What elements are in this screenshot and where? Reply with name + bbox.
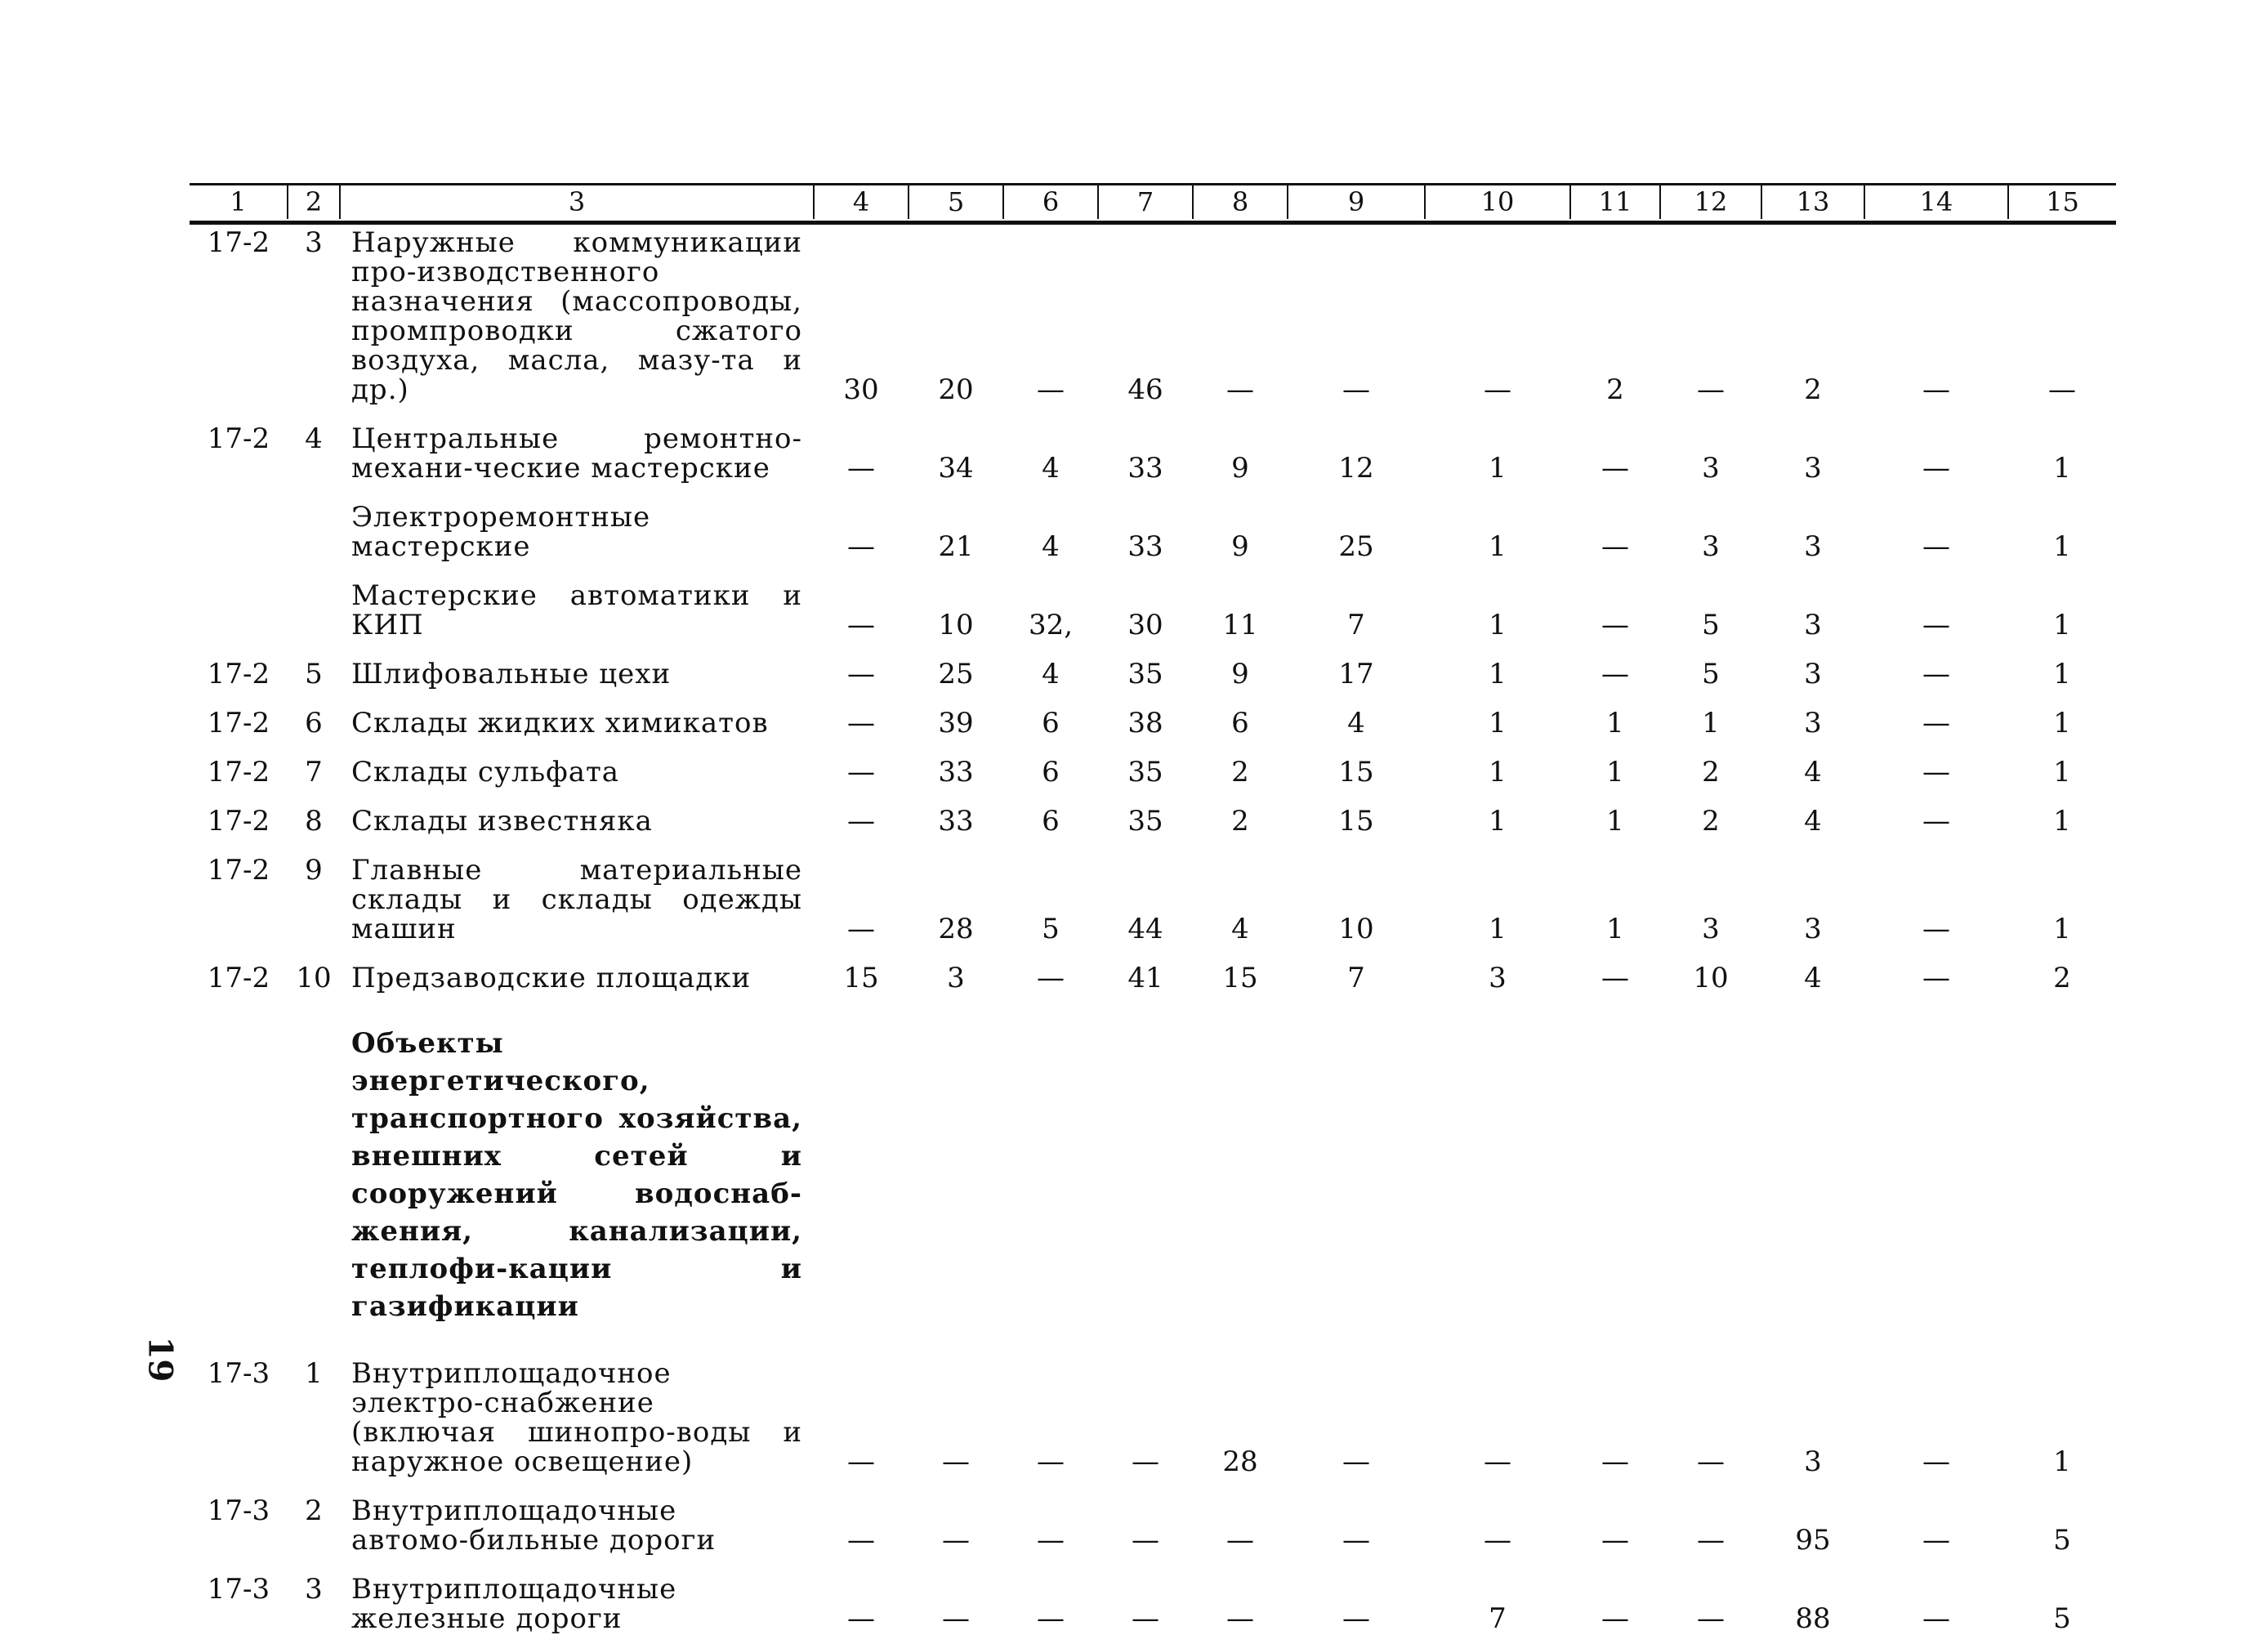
cell-col-14: —	[1922, 530, 1950, 563]
cell-col-4: —	[847, 707, 875, 739]
row-name: Склады жидких химикатов	[351, 707, 769, 739]
cell-col-6: 6	[1042, 707, 1060, 739]
cell-col-7: 44	[1127, 913, 1163, 945]
cell-col-4: —	[847, 913, 875, 945]
row-name: Шлифовальные цехи	[351, 658, 672, 690]
cell-col-5: 33	[938, 756, 974, 788]
cell-col-8: 9	[1231, 530, 1249, 563]
cell-col-10: 1	[1489, 805, 1507, 838]
cell-col-6: 6	[1042, 805, 1060, 838]
cell-col-11: 1	[1606, 805, 1624, 838]
row-number: 9	[305, 854, 323, 887]
cell-col-14: —	[1922, 452, 1950, 485]
cell-col-7: 33	[1127, 452, 1163, 485]
table-row	[190, 1487, 2116, 1566]
cell-col-8: 6	[1231, 707, 1249, 739]
cell-col-10: 1	[1489, 452, 1507, 485]
cell-col-12: 5	[1702, 609, 1720, 641]
cell-col-15: 1	[2053, 707, 2071, 739]
row-number: 2	[305, 1494, 323, 1527]
cell-col-8: 28	[1222, 1445, 1258, 1478]
cell-col-4: 30	[843, 373, 879, 406]
column-header-5: 5	[909, 185, 1003, 219]
cell-col-10: 1	[1489, 756, 1507, 788]
cell-col-8: 9	[1231, 452, 1249, 485]
cell-col-4: 15	[843, 962, 879, 994]
cell-col-5: —	[942, 1524, 970, 1557]
cell-col-13: 3	[1804, 1445, 1822, 1478]
section-title: Объекты энергетического, транспортного хозяйства, внешних сетей и сооружений водоснаб-жения, канализации, теплофи-кации и газификации	[351, 1027, 802, 1323]
cell-col-7: —	[1132, 1602, 1159, 1635]
cell-col-6: 4	[1042, 658, 1060, 690]
row-name: Центральные ремонтно-механи-ческие мастерские	[351, 422, 802, 485]
cell-col-10: —	[1484, 1524, 1511, 1557]
cell-col-12: 3	[1702, 530, 1720, 563]
column-header-2: 2	[288, 185, 340, 219]
cell-col-12: 1	[1702, 707, 1720, 739]
cell-col-4: —	[847, 452, 875, 485]
cell-col-8: 4	[1231, 913, 1249, 945]
cell-col-9: 15	[1338, 756, 1374, 788]
cell-col-8: 11	[1222, 609, 1258, 641]
cell-col-5: —	[942, 1445, 970, 1478]
cell-col-4: —	[847, 1445, 875, 1478]
cell-col-15: 1	[2053, 658, 2071, 690]
row-name: Мастерские автоматики и КИП	[351, 579, 802, 641]
header-row	[190, 185, 2116, 219]
row-number: 3	[305, 1573, 323, 1606]
cell-col-14: —	[1922, 609, 1950, 641]
cell-col-11: —	[1601, 609, 1629, 641]
row-code: 17-2	[207, 854, 270, 887]
cell-col-5: 25	[938, 658, 974, 690]
cell-col-12: 2	[1702, 805, 1720, 838]
data-table	[190, 185, 2116, 1644]
cell-col-6: —	[1037, 1602, 1065, 1635]
cell-col-13: 4	[1804, 962, 1822, 994]
cell-col-4: —	[847, 609, 875, 641]
row-code: 17-3	[207, 1357, 270, 1390]
cell-col-13: 95	[1795, 1524, 1831, 1557]
row-name: Главные материальные склады и склады одежды машин	[351, 854, 802, 945]
cell-col-6: 4	[1042, 452, 1060, 485]
cell-col-10: —	[1484, 373, 1511, 406]
cell-col-4: —	[847, 805, 875, 838]
row-number	[288, 572, 340, 650]
cell-col-8: 9	[1231, 658, 1249, 690]
cell-col-9: 15	[1338, 805, 1374, 838]
cell-col-7: 38	[1127, 707, 1163, 739]
row-code: 17-2	[207, 805, 270, 838]
column-header-7: 7	[1098, 185, 1193, 219]
cell-col-12: 3	[1702, 452, 1720, 485]
row-number: 3	[305, 226, 323, 259]
row-number: 6	[305, 707, 323, 739]
cell-col-9: 25	[1338, 530, 1374, 563]
table-row	[190, 415, 2116, 494]
cell-col-7: 35	[1127, 805, 1163, 838]
table-row	[190, 1566, 2116, 1644]
cell-col-10: 1	[1489, 913, 1507, 945]
cell-col-12: —	[1697, 1445, 1725, 1478]
cell-col-12: 3	[1702, 913, 1720, 945]
column-header-14: 14	[1864, 185, 2008, 219]
row-name: Внутриплощадочные железные дороги	[351, 1573, 677, 1635]
cell-col-15: 5	[2053, 1524, 2071, 1557]
cell-col-5: —	[942, 1602, 970, 1635]
row-number: 10	[296, 962, 332, 994]
cell-col-5: 3	[947, 962, 965, 994]
cell-col-11: 1	[1606, 913, 1624, 945]
row-name: Склады сульфата	[351, 756, 620, 788]
column-header-1: 1	[230, 186, 247, 217]
cell-col-5: 28	[938, 913, 974, 945]
cell-col-9: —	[1342, 1524, 1370, 1557]
cell-col-7: —	[1132, 1524, 1159, 1557]
column-header-15: 15	[2008, 185, 2116, 219]
cell-col-7: 33	[1127, 530, 1163, 563]
cell-col-10: 3	[1489, 962, 1507, 994]
cell-col-13: 4	[1804, 805, 1822, 838]
section-row	[190, 1003, 2116, 1350]
row-number: 5	[305, 658, 323, 690]
row-number	[288, 494, 340, 572]
cell-col-11: 1	[1606, 756, 1624, 788]
cell-col-15: —	[2048, 373, 2076, 406]
cell-col-8: —	[1226, 1602, 1254, 1635]
cell-col-13: 3	[1804, 530, 1822, 563]
cell-col-15: 1	[2053, 530, 2071, 563]
cell-col-12: 5	[1702, 658, 1720, 690]
cell-col-11: —	[1601, 1445, 1629, 1478]
cell-col-15: 1	[2053, 805, 2071, 838]
cell-col-4: —	[847, 1524, 875, 1557]
cell-col-9: —	[1342, 1602, 1370, 1635]
cell-col-10: 7	[1489, 1602, 1507, 1635]
cell-col-11: —	[1601, 452, 1629, 485]
cell-col-15: 1	[2053, 1445, 2071, 1478]
table-row	[190, 748, 2116, 797]
cell-col-14: —	[1922, 707, 1950, 739]
cell-col-6: —	[1037, 373, 1065, 406]
row-number: 7	[305, 756, 323, 788]
cell-col-5: 39	[938, 707, 974, 739]
row-code: 17-2	[207, 226, 270, 259]
cell-col-15: 5	[2053, 1602, 2071, 1635]
cell-col-7: —	[1132, 1445, 1159, 1478]
cell-col-13: 88	[1795, 1602, 1831, 1635]
cell-col-9: 17	[1338, 658, 1374, 690]
row-code: 17-2	[207, 756, 270, 788]
cell-col-6: 4	[1042, 530, 1060, 563]
cell-col-12: 10	[1693, 962, 1729, 994]
table-row	[190, 699, 2116, 748]
column-header-10: 10	[1425, 185, 1570, 219]
cell-col-14: —	[1922, 1524, 1950, 1557]
cell-col-7: 46	[1127, 373, 1163, 406]
cell-col-7: 30	[1127, 609, 1163, 641]
cell-col-14: —	[1922, 1602, 1950, 1635]
cell-col-8: 2	[1231, 756, 1249, 788]
cell-col-14: —	[1922, 962, 1950, 994]
cell-col-11: 1	[1606, 707, 1624, 739]
row-code: 17-3	[207, 1494, 270, 1527]
cell-col-9: 10	[1338, 913, 1374, 945]
row-code: 17-2	[207, 422, 270, 455]
cell-col-14: —	[1922, 1445, 1950, 1478]
row-code: 17-2	[207, 962, 270, 994]
cell-col-11: —	[1601, 658, 1629, 690]
column-header-11: 11	[1570, 185, 1660, 219]
cell-col-9: —	[1342, 1445, 1370, 1478]
row-name: Внутриплощадочное электро-снабжение (включая шинопро-воды и наружное освещение)	[351, 1357, 802, 1478]
table-row	[190, 650, 2116, 699]
column-header-9: 9	[1288, 185, 1425, 219]
row-number: 8	[305, 805, 323, 838]
cell-col-8: 15	[1222, 962, 1258, 994]
column-header-6: 6	[1003, 185, 1098, 219]
cell-col-13: 3	[1804, 913, 1822, 945]
cell-col-5: 33	[938, 805, 974, 838]
page-number: 19	[141, 1336, 180, 1383]
cell-col-4: —	[847, 530, 875, 563]
cell-col-11: —	[1601, 1524, 1629, 1557]
row-code	[190, 572, 288, 650]
cell-col-11: 2	[1606, 373, 1624, 406]
cell-col-9: —	[1342, 373, 1370, 406]
table-row	[190, 219, 2116, 415]
row-name: Предзаводские площадки	[351, 962, 752, 994]
cell-col-5: 21	[938, 530, 974, 563]
cell-col-9: 4	[1347, 707, 1365, 739]
cell-col-4: —	[847, 1602, 875, 1635]
cell-col-5: 10	[938, 609, 974, 641]
cell-col-12: —	[1697, 1602, 1725, 1635]
table-row	[190, 1350, 2116, 1487]
cell-col-11: —	[1601, 962, 1629, 994]
cell-col-13: 3	[1804, 452, 1822, 485]
cell-col-6: —	[1037, 962, 1065, 994]
cell-col-7: 35	[1127, 658, 1163, 690]
cell-col-15: 1	[2053, 609, 2071, 641]
cell-col-14: —	[1922, 913, 1950, 945]
cell-col-10: 1	[1489, 658, 1507, 690]
cell-col-6: 6	[1042, 756, 1060, 788]
row-name: Склады известняка	[351, 805, 653, 838]
cell-col-10: 1	[1489, 609, 1507, 641]
row-name: Внутриплощадочные автомо-бильные дороги	[351, 1494, 717, 1557]
cell-col-9: 7	[1347, 609, 1365, 641]
cell-col-8: 2	[1231, 805, 1249, 838]
cell-col-13: 3	[1804, 658, 1822, 690]
cell-col-13: 3	[1804, 609, 1822, 641]
row-code: 17-3	[207, 1573, 270, 1606]
column-header-3: 3	[340, 185, 814, 219]
cell-col-15: 1	[2053, 913, 2071, 945]
cell-col-4: —	[847, 658, 875, 690]
table-row	[190, 797, 2116, 847]
cell-col-6: 5	[1042, 913, 1060, 945]
cell-col-7: 41	[1127, 962, 1163, 994]
cell-col-12: 2	[1702, 756, 1720, 788]
table-row	[190, 494, 2116, 572]
cell-col-14: —	[1922, 756, 1950, 788]
cell-col-8: —	[1226, 1524, 1254, 1557]
cell-col-9: 7	[1347, 962, 1365, 994]
column-header-8: 8	[1193, 185, 1288, 219]
row-code	[190, 494, 288, 572]
column-header-4: 4	[814, 185, 909, 219]
row-name: Наружные коммуникации про-изводственного назначения (массопроводы, промпроводки сжатого воздуха, масла, мазу-та и др.)	[351, 226, 802, 406]
cell-col-15: 2	[2053, 962, 2071, 994]
cell-col-9: 12	[1338, 452, 1374, 485]
cell-col-14: —	[1922, 658, 1950, 690]
cell-col-7: 35	[1127, 756, 1163, 788]
cell-col-6: —	[1037, 1524, 1065, 1557]
cell-col-6: 32,	[1028, 609, 1074, 641]
cell-col-10: 1	[1489, 707, 1507, 739]
cell-col-11: —	[1601, 1602, 1629, 1635]
column-header-12: 12	[1660, 185, 1761, 219]
table-row	[190, 572, 2116, 650]
cell-col-11: —	[1601, 530, 1629, 563]
row-number: 4	[305, 422, 323, 455]
cell-col-13: 2	[1804, 373, 1822, 406]
cell-col-8: —	[1226, 373, 1254, 406]
cell-col-13: 4	[1804, 756, 1822, 788]
cell-col-15: 1	[2053, 756, 2071, 788]
table-row	[190, 847, 2116, 954]
cell-col-13: 3	[1804, 707, 1822, 739]
cell-col-12: —	[1697, 1524, 1725, 1557]
row-code: 17-2	[207, 707, 270, 739]
table-body	[190, 219, 2116, 1644]
cell-col-14: —	[1922, 373, 1950, 406]
cell-col-6: —	[1037, 1445, 1065, 1478]
row-name: Электроремонтные мастерские	[351, 501, 651, 563]
cell-col-12: —	[1697, 373, 1725, 406]
table-row	[190, 954, 2116, 1003]
cell-col-15: 1	[2053, 452, 2071, 485]
row-number: 1	[305, 1357, 323, 1390]
cell-col-5: 34	[938, 452, 974, 485]
cell-col-10: 1	[1489, 530, 1507, 563]
column-header-13: 13	[1761, 185, 1864, 219]
cell-col-4: —	[847, 756, 875, 788]
cell-col-14: —	[1922, 805, 1950, 838]
cell-col-10: —	[1484, 1445, 1511, 1478]
row-code: 17-2	[207, 658, 270, 690]
cell-col-5: 20	[938, 373, 974, 406]
